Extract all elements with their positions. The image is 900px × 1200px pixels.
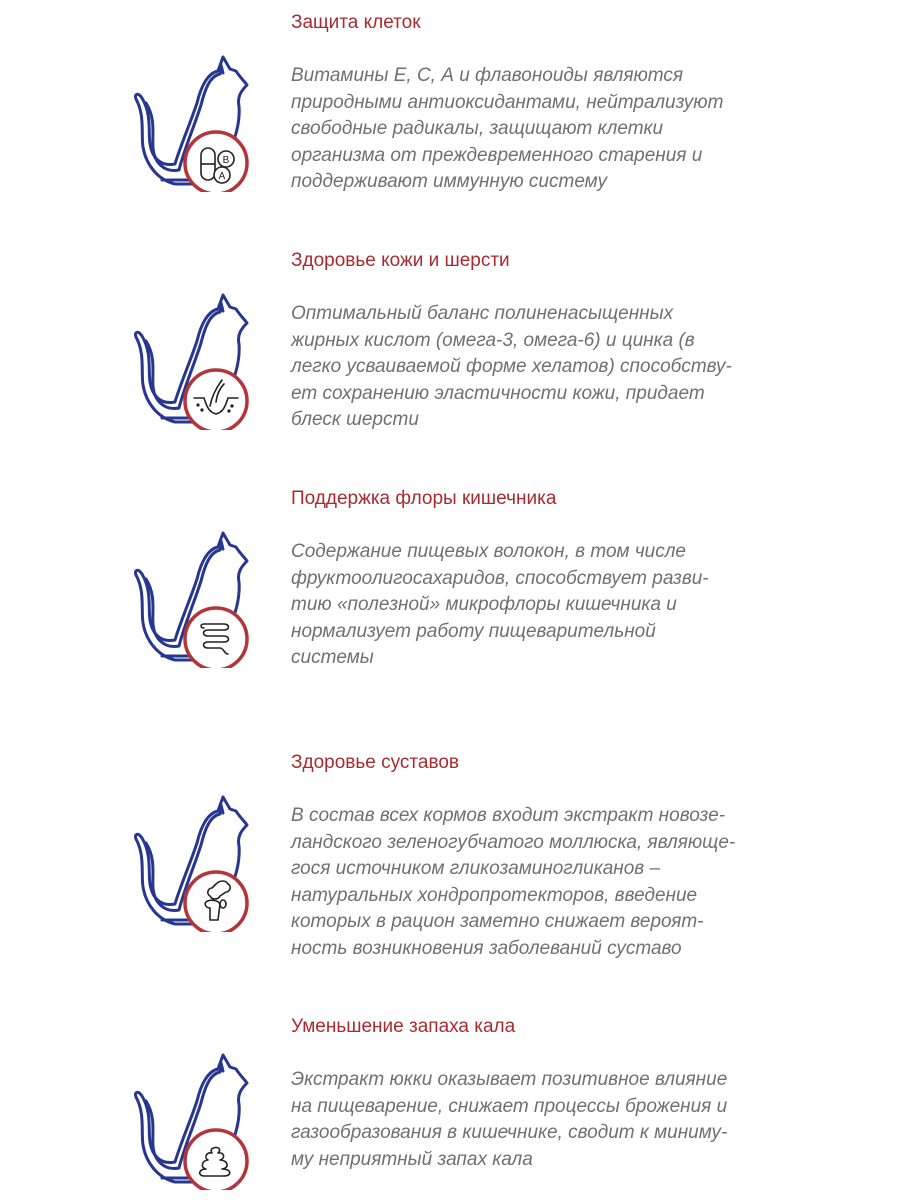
desc-line: системы [291,647,374,668]
desc-line: жирных кислот (омега-3, омега-6) и цинка (в [291,329,695,351]
desc-line: на пищеварение, снижает процессы брожения и [291,1095,728,1117]
desc-line: организма от преждевременного старения и [291,144,703,166]
section-description [291,1067,727,1173]
badge-letter-a: A [218,171,226,182]
section-title: Здоровье кожи и шерсти [291,250,510,271]
desc-line: гося источником гликозаминогликанов – [291,858,661,879]
section-description [291,301,732,434]
cat-knee-joint-badge-icon [120,792,270,932]
section-description [291,803,735,962]
section-title: Защита клеток [291,12,421,33]
badge-letter-b: B [222,155,230,166]
desc-line: которых в рацион заметно снижает вероят- [291,911,704,932]
desc-line: легко усваиваемой форме хелатов) способству- [291,356,732,377]
desc-line: Оптимальный баланс полиненасыщенных [291,303,674,324]
desc-line: фруктоолигосахаридов, способствует разви- [291,567,709,589]
desc-line: газообразования в кишечнике, сводит к миниму- [291,1122,728,1143]
section-description [291,63,723,196]
desc-line: ность возникновения заболеваний суставо [291,937,682,959]
section-title: Здоровье суставов [291,752,459,773]
desc-line: натуральных хондропротекторов, введение [291,884,698,906]
section-title: Поддержка флоры кишечника [291,488,557,509]
cat-intestine-badge-icon [120,528,270,668]
section-title: Уменьшение запаха кала [291,1016,516,1037]
desc-line: Экстракт юкки оказывает позитивное влияние [291,1069,728,1090]
desc-line: Витамины Е, С, А и флавоноиды являются [291,65,684,86]
section-description [291,539,709,672]
desc-line: ландского зеленогубчатого моллюска, являюще- [291,831,736,853]
desc-line: ет сохранению эластичности кожи, придает [291,382,705,404]
desc-line: поддерживают иммунную систему [291,171,607,192]
desc-line: природными антиоксидантами, нейтрализуют [291,91,724,113]
desc-line: му неприятный запах кала [291,1148,533,1170]
cat-stool-badge-icon [120,1050,270,1190]
desc-line: В состав всех кормов входит экстракт новозе- [291,805,726,826]
desc-line: Содержание пищевых волокон, в том числе [291,541,687,562]
desc-line: тию «полезной» микрофлоры кишечника и [291,594,677,615]
desc-line: свободные радикалы, защищают клетки [291,118,664,139]
desc-line: нормализует работу пищеварительной [291,620,656,642]
cat-vitamin-badge-icon [120,52,270,192]
cat-hair-follicle-badge-icon [120,290,270,430]
desc-line: блеск шерсти [291,409,419,430]
